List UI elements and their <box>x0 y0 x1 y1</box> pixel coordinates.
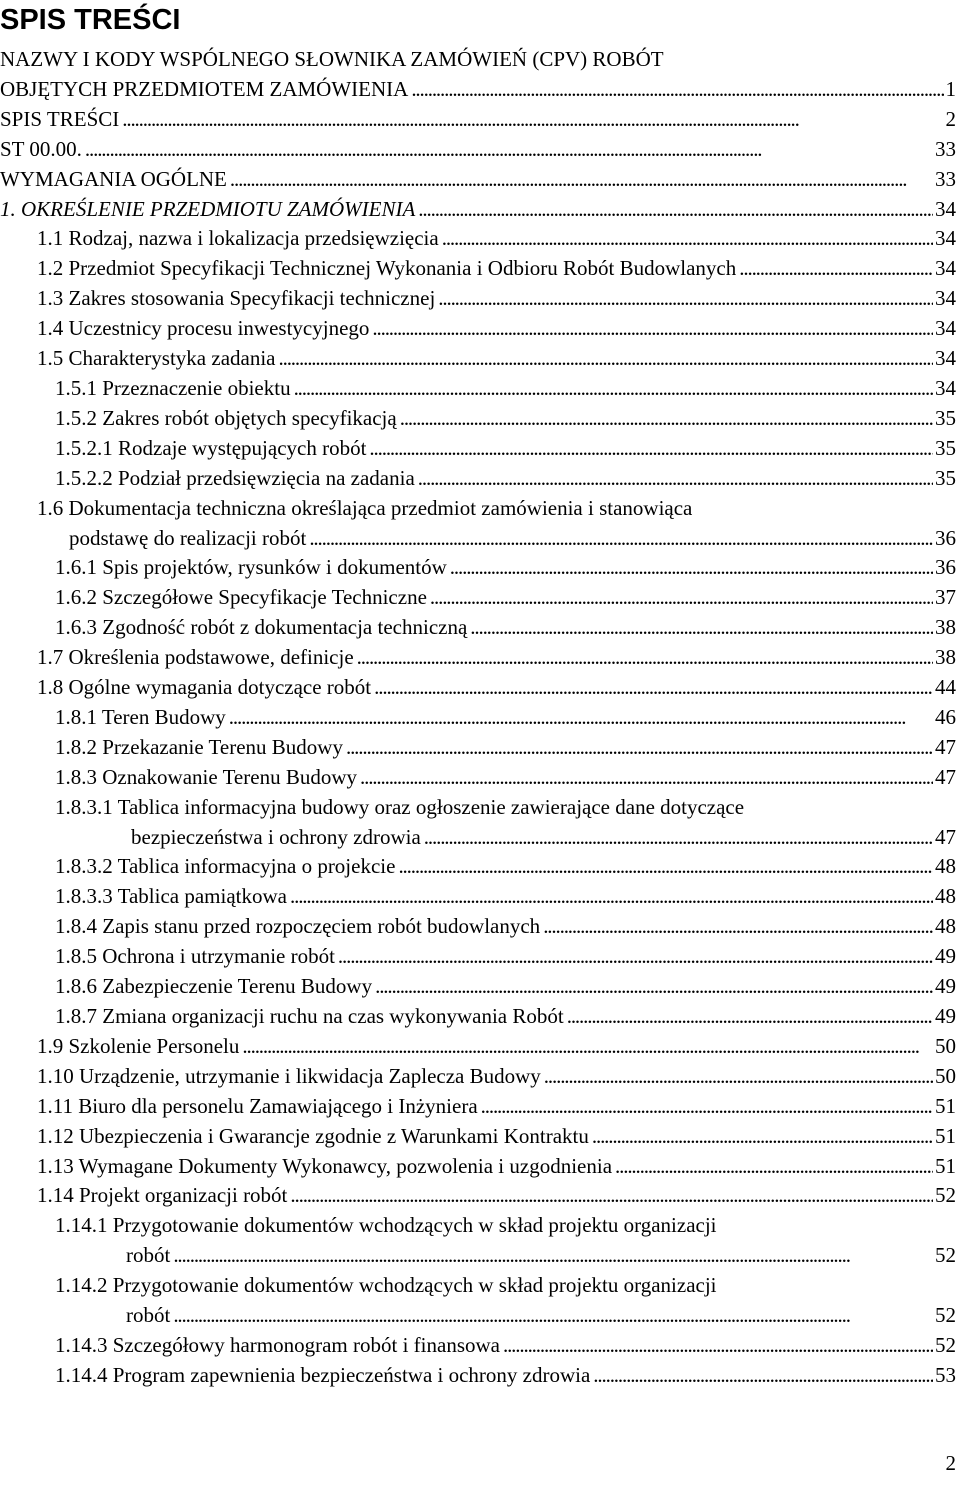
dot-leader <box>503 1331 933 1361</box>
dot-leader <box>442 224 933 254</box>
dot-leader <box>346 733 933 763</box>
dot-leader <box>173 1241 933 1271</box>
dot-leader <box>173 1301 933 1331</box>
toc-entry[interactable] <box>0 195 956 225</box>
toc-entry-label: SPIS TREŚCI <box>0 106 120 131</box>
dot-leader <box>290 882 933 912</box>
toc-entry[interactable] <box>0 793 956 853</box>
toc-entry[interactable] <box>0 404 956 434</box>
dot-leader <box>543 912 933 942</box>
toc-entry-page: 36 <box>935 555 956 580</box>
page-title: SPIS TREŚCI <box>0 4 181 36</box>
toc-entry-page: 50 <box>935 1033 956 1058</box>
toc-entry-label: 1.10 Urządzenie, utrzymanie i likwidacja Zaplecza Budowy <box>37 1063 541 1088</box>
toc-entry-page: 34 <box>935 256 956 281</box>
dot-leader <box>544 1062 933 1092</box>
toc-entry[interactable] <box>0 45 956 105</box>
toc-entry[interactable] <box>0 763 956 793</box>
dot-leader <box>470 613 933 643</box>
toc-entry-label: 1.7 Określenia podstawowe, definicje <box>37 645 354 670</box>
toc-entry-label: 1.2 Przedmiot Specyfikacji Technicznej Wykonania i Odbioru Robót Budowlanych <box>37 256 737 281</box>
toc-entry[interactable] <box>0 1032 956 1062</box>
toc-entry-page: 47 <box>935 764 956 789</box>
toc-entry[interactable] <box>0 553 956 583</box>
toc-entry-label: 1.6.2 Szczegółowe Specyfikacje Techniczne <box>55 585 427 610</box>
dot-leader <box>229 703 933 733</box>
toc-entry-page: 52 <box>935 1183 956 1208</box>
toc-entry[interactable] <box>0 613 956 643</box>
dot-leader <box>398 852 933 882</box>
toc-entry-page: 33 <box>935 166 956 191</box>
toc-entry[interactable] <box>0 1122 956 1152</box>
toc-entry-label: 1.8.3 Oznakowanie Terenu Budowy <box>55 764 357 789</box>
toc-entry-label: 1.5.1 Przeznaczenie obiektu <box>55 375 291 400</box>
toc-entry-page: 1 <box>945 76 956 101</box>
toc-entry-page: 48 <box>935 854 956 879</box>
toc-entry-label: 1. OKREŚLENIE PRZEDMIOTU ZAMÓWIENIA <box>0 196 416 221</box>
toc-entry-page: 51 <box>935 1093 956 1118</box>
toc-entry-label: 1.12 Ubezpieczenia i Gwarancje zgodnie z Warunkami Kontraktu <box>37 1123 589 1148</box>
toc-entry-page: 47 <box>935 734 956 759</box>
toc-entry[interactable] <box>0 135 956 165</box>
dot-leader <box>279 344 934 374</box>
toc-entry[interactable] <box>0 942 956 972</box>
toc-entry-label: 1.6.1 Spis projektów, rysunków i dokumentów <box>55 555 447 580</box>
toc-entry[interactable] <box>0 1331 956 1361</box>
dot-leader <box>438 284 933 314</box>
toc-entry[interactable] <box>0 254 956 284</box>
toc-entry[interactable] <box>0 105 956 135</box>
toc-entry-label: 1.11 Biuro dla personelu Zamawiającego i Inżyniera <box>37 1093 478 1118</box>
toc-entry[interactable] <box>0 374 956 404</box>
toc-entry[interactable] <box>0 912 956 942</box>
dot-leader <box>369 434 933 464</box>
toc-entry[interactable] <box>0 703 956 733</box>
toc-entry[interactable] <box>0 1361 956 1391</box>
toc-entry-page: 38 <box>935 645 956 670</box>
toc-entry-first-line: 1.8.3.1 Tablica informacyjna budowy oraz ogłoszenie zawierające dane dotyczące <box>55 794 745 819</box>
toc-entry-page: 35 <box>935 465 956 490</box>
dot-leader <box>567 1002 933 1032</box>
dot-leader <box>294 374 933 404</box>
toc-entry-page: 51 <box>935 1123 956 1148</box>
toc-entry-label: 1.1 Rodzaj, nazwa i lokalizacja przedsięwzięcia <box>37 226 439 251</box>
dot-leader <box>418 195 933 225</box>
dot-leader <box>424 823 933 853</box>
toc-entry-label: 1.8.7 Zmiana organizacji ruchu na czas wykonywania Robót <box>55 1004 564 1028</box>
toc-entry-page: 2 <box>945 106 956 131</box>
toc-entry-label: 1.9 Szkolenie Personelu <box>37 1033 240 1058</box>
dot-leader <box>357 643 933 673</box>
toc-entry[interactable] <box>0 344 956 374</box>
page-number: 2 <box>945 1451 956 1475</box>
toc-entry-page: 33 <box>935 136 956 161</box>
toc-entry-label: 1.6.3 Zgodność robót z dokumentacja techniczną <box>55 615 468 640</box>
dot-leader <box>230 165 933 195</box>
toc-entry[interactable] <box>0 314 956 344</box>
toc-entry-page: 34 <box>935 316 956 341</box>
dot-leader <box>418 464 933 494</box>
dot-leader <box>739 254 933 284</box>
toc-entry-page: 52 <box>935 1243 956 1268</box>
dot-leader <box>375 972 933 1002</box>
toc-entry-page: 34 <box>935 346 956 371</box>
toc-entry-page: 50 <box>935 1063 956 1088</box>
toc-entry-page: 35 <box>935 435 956 460</box>
toc-entry-page: 34 <box>935 196 956 221</box>
dot-leader <box>290 1181 933 1211</box>
toc-entry-label: robót <box>126 1243 171 1268</box>
toc-entry-label: 1.8.2 Przekazanie Terenu Budowy <box>55 734 343 759</box>
dot-leader <box>374 673 933 703</box>
toc-entry-page: 53 <box>935 1362 956 1387</box>
dot-leader <box>309 524 933 554</box>
toc-entry[interactable] <box>0 284 956 314</box>
toc-entry[interactable] <box>0 1181 956 1211</box>
toc-entry[interactable] <box>0 882 956 912</box>
toc-entry-first-line: 1.14.1 Przygotowanie dokumentów wchodzących w skład projektu organizacji <box>55 1213 717 1238</box>
toc-entry-label: 1.14.4 Program zapewnienia bezpieczeństwa i ochrony zdrowia <box>55 1362 591 1387</box>
toc-entry-label: bezpieczeństwa i ochrony zdrowia <box>131 824 421 849</box>
dot-leader <box>430 583 933 613</box>
toc-entry-label: OBJĘTYCH PRZEDMIOTEM ZAMÓWIENIA <box>0 76 409 101</box>
toc-entry[interactable] <box>0 1062 956 1092</box>
toc-entry-label: 1.5 Charakterystyka zadania <box>37 346 276 371</box>
toc-entry[interactable] <box>0 494 956 554</box>
toc-entry[interactable] <box>0 643 956 673</box>
toc-entry-page: 47 <box>935 824 956 849</box>
dot-leader <box>122 105 943 135</box>
toc-entry-label: 1.8.5 Ochrona i utrzymanie robót <box>55 944 335 969</box>
toc-entry-label: 1.3 Zakres stosowania Specyfikacji technicznej <box>37 286 436 311</box>
dot-leader <box>372 314 933 344</box>
dot-leader <box>400 404 933 434</box>
toc-entry[interactable] <box>0 224 956 254</box>
toc-entry-page: 48 <box>935 884 956 909</box>
toc-entry-label: 1.14 Projekt organizacji robót <box>37 1183 288 1208</box>
toc-entry-first-line: 1.14.2 Przygotowanie dokumentów wchodzących w skład projektu organizacji <box>55 1273 717 1298</box>
toc-entry[interactable] <box>0 673 956 703</box>
toc-entry-page: 38 <box>935 615 956 640</box>
toc-entry-label: 1.8 Ogólne wymagania dotyczące robót <box>37 675 372 700</box>
toc-entry-page: 44 <box>935 675 956 700</box>
toc-entry-page: 52 <box>935 1303 956 1328</box>
toc-entry-label: 1.13 Wymagane Dokumenty Wykonawcy, pozwolenia i uzgodnienia <box>37 1153 613 1178</box>
toc-entry-page: 49 <box>935 974 956 999</box>
toc-entry-label: 1.5.2.2 Podział przedsięwzięcia na zadania <box>55 465 415 490</box>
toc-entry-page: 36 <box>935 525 956 550</box>
dot-leader <box>592 1122 933 1152</box>
dot-leader <box>450 553 933 583</box>
toc-entry-label: 1.8.4 Zapis stanu przed rozpoczęciem robót budowlanych <box>55 914 541 939</box>
toc-entry-label: WYMAGANIA OGÓLNE <box>0 166 227 191</box>
toc-entry-label: 1.14.3 Szczegółowy harmonogram robót i finansowa <box>55 1332 500 1357</box>
toc-entry-label: 1.5.2.1 Rodzaje występujących robót <box>55 435 367 460</box>
toc-entry[interactable] <box>0 972 956 1002</box>
toc-entry-label: 1.5.2 Zakres robót objętych specyfikacją <box>55 405 397 430</box>
toc-entry-page: 49 <box>935 1004 956 1028</box>
toc-entry-page: 34 <box>935 286 956 311</box>
toc-entry-page: 34 <box>935 226 956 251</box>
toc-entry-page: 35 <box>935 405 956 430</box>
toc-entry[interactable] <box>0 733 956 763</box>
toc-entry[interactable] <box>0 1152 956 1182</box>
toc-entry-first-line: 1.6 Dokumentacja techniczna określająca przedmiot zamówienia i stanowiąca <box>37 495 693 520</box>
toc-entry[interactable] <box>0 434 956 464</box>
toc-entry-page: 51 <box>935 1153 956 1178</box>
toc-entry-label: 1.4 Uczestnicy procesu inwestycyjnego <box>37 316 370 341</box>
dot-leader <box>360 763 933 793</box>
toc-entry[interactable] <box>0 1092 956 1122</box>
toc-entry-label: 1.8.6 Zabezpieczenie Terenu Budowy <box>55 974 373 999</box>
toc-entry-label: 1.8.3.2 Tablica informacyjna o projekcie <box>55 854 396 879</box>
toc-entry[interactable] <box>0 1271 956 1331</box>
toc-entry-page: 48 <box>935 914 956 939</box>
table-of-contents <box>0 45 956 1391</box>
dot-leader <box>411 75 943 105</box>
toc-entry-label: 1.8.3.3 Tablica pamiątkowa <box>55 884 287 909</box>
toc-entry[interactable] <box>0 583 956 613</box>
toc-entry-label: 1.8.1 Teren Budowy <box>55 704 226 729</box>
toc-entry-page: 37 <box>935 585 956 610</box>
toc-entry-page: 46 <box>935 704 956 729</box>
toc-entry[interactable] <box>0 165 956 195</box>
toc-entry-label: robót <box>126 1303 171 1328</box>
toc-entry-page: 52 <box>935 1332 956 1357</box>
dot-leader <box>242 1032 933 1062</box>
dot-leader <box>481 1092 933 1122</box>
dot-leader <box>593 1361 933 1391</box>
dot-leader <box>85 135 933 165</box>
toc-entry[interactable] <box>0 852 956 882</box>
dot-leader <box>615 1152 933 1182</box>
toc-entry[interactable] <box>0 1211 956 1271</box>
toc-entry-label: podstawę do realizacji robót <box>69 525 307 550</box>
toc-entry-page: 34 <box>935 375 956 400</box>
toc-entry[interactable] <box>0 1002 956 1032</box>
toc-entry-page: 49 <box>935 944 956 969</box>
toc-entry-first-line: NAZWY I KODY WSPÓLNEGO SŁOWNIKA ZAMÓWIEŃ (CPV) ROBÓT <box>0 47 664 71</box>
toc-entry[interactable] <box>0 464 956 494</box>
toc-entry-label: ST 00.00. <box>0 136 82 161</box>
dot-leader <box>338 942 933 972</box>
